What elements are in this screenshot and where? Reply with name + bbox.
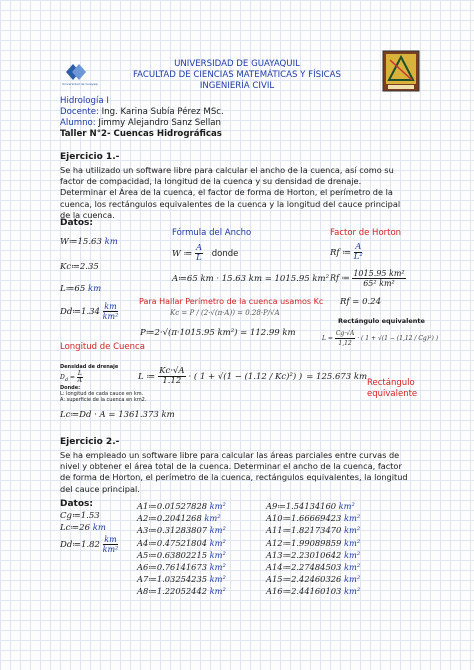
list-item: A5≔0.63802215 km²: [137, 549, 226, 560]
list-item: A2≔0.2041268 km²: [137, 513, 221, 524]
list-item: A13≔2.23010642 km²: [266, 549, 361, 560]
ej1-Kc: Kc≔2.35: [60, 262, 99, 272]
densidad-donde: Donde:: [60, 385, 81, 391]
ej1-W: W≔15.63 km: [60, 237, 118, 247]
ej2-dd: Dd≔1.82 $\frac{km}{\text{km²}}$: [60, 535, 119, 554]
ej2-heading: Ejercicio 2.-: [60, 437, 120, 447]
rect-title: Rectángulo equivalente: [338, 317, 425, 325]
ej1-L: L≔65 km: [60, 284, 102, 294]
ej2-lc: Lc≔26 km: [60, 523, 106, 533]
area-equation: A≔65 km · 15.63 km = 1015.95 km²: [172, 274, 329, 284]
perimeter-title: Para Hallar Perímetro de la cuenca usamos Kc: [139, 297, 324, 306]
rect-equiv-label: Rectángulo equivalente: [367, 378, 418, 399]
areas-left-list: [137, 500, 226, 598]
ej2-datos: Datos:: [60, 499, 93, 509]
svg-text:Universidad de Guayaquil: Universidad de Guayaquil: [62, 82, 98, 86]
list-item: A15≔2.42460326 km²: [266, 574, 361, 585]
faculty-title: FACULTAD DE CIENCIAS MATEMÁTICAS Y FÍSICAS: [133, 70, 341, 80]
list-item: A10≔1.66669423 km²: [266, 513, 361, 524]
list-item: A14≔2.27484503 km²: [266, 562, 361, 573]
longitud-cuenca-label: Longitud de Cuenca: [60, 342, 145, 352]
list-item: A16≔2.44160103 km²: [266, 586, 361, 597]
list-item: A6≔0.76141673 km²: [137, 562, 226, 573]
subject: Hidrología I: [60, 96, 109, 106]
densidad-title: Densidad de drenaje: [60, 364, 119, 370]
ej1-datos: Datos:: [60, 218, 93, 228]
teacher-name: Ing. Karina Subía Pérez MSc.: [101, 107, 224, 117]
student-line: [60, 118, 221, 128]
university-title: UNIVERSIDAD DE GUAYAQUIL: [174, 59, 300, 69]
densidad-l1: L: longitud de cada cauce en km.: [60, 391, 144, 397]
list-item: A12≔1.99089859 km²: [266, 537, 361, 548]
horton-result: Rf = 0.24: [340, 297, 381, 307]
horton-formula: Rf ≔ $\frac{A}{\text{L²}}$: [330, 242, 363, 262]
ej1-Dd: Dd≔1.34 $\frac{km}{\text{km²}}$: [60, 302, 119, 321]
list-item: A3≔0.31283807 km²: [137, 525, 226, 536]
teacher-line: [60, 107, 224, 117]
factor-horton-label: Factor de Horton: [330, 228, 402, 238]
kc-formula: Kc = P / (2·√(π·A)) = 0.28·P/√A: [170, 309, 280, 317]
list-item: A11≔1.82173470 km²: [266, 525, 361, 536]
formula-ancho: W ≔ $\frac{A}{L}$ donde: [172, 243, 239, 263]
perimeter-equation: P≔2·√(π·1015.95 km²) = 112.99 km: [140, 328, 296, 338]
page-title: Taller N°2- Cuencas Hidrográficas: [60, 129, 222, 139]
student-name: Jimmy Alejandro Sanz Sellan: [98, 118, 221, 128]
rect-formula-image: L = $\frac{Cg\cdot√A}{1,12}$ · ( 1 + √(1 − (1,12 / Cg)²) ): [322, 330, 439, 347]
teacher-label: Docente:: [60, 107, 99, 117]
list-item: A9≔1.54134160 km²: [266, 501, 355, 511]
densidad-l2: A: superficie de la cuenca en km2.: [60, 397, 147, 403]
list-item: A1≔0.01527828 km²: [137, 501, 226, 511]
lc-equation: Lc≔Dd · A = 1361.373 km: [60, 410, 175, 420]
L-equation: L ≔ $\frac{Kc\cdot√A}{1.12}$ · ( 1 + √(1 − (1.12 / Kc)²) ) = 125.673 km: [138, 366, 368, 386]
list-item: A8≔1.22052442 km²: [137, 586, 226, 597]
ej1-statement: Se ha utilizado un software libre para calcular el ancho de la cuenca, así como su factor de compacidad, la longitud de la cuenca y su densidad de drenaje. Determinar el Área de la cuenca, el factor de forma de Horton, el perímetro de la cuenca, los rectángulos equivalentes de la cuenca y la longitud del cauce principal de la cuenca.: [60, 165, 401, 220]
formula-ancho-label: Fórmula del Ancho: [172, 228, 252, 238]
ej1-heading: Ejercicio 1.-: [60, 152, 120, 162]
list-item: A7≔1.03254235 km²: [137, 574, 226, 585]
career-title: INGENIERÍA CIVIL: [199, 81, 275, 91]
student-label: Alumno:: [60, 118, 96, 128]
areas-right-list: [266, 500, 360, 598]
densidad-formula: $D_d$ = $\frac{L}{A}$: [60, 370, 83, 384]
densidad-box: [60, 364, 146, 403]
horton-calc: Rf ≔ $\frac{\text{1015.95 km²}}{\text{65² km²}}$: [330, 269, 405, 288]
ej2-statement: Se ha empleado un software libre para calcular las áreas parciales entre curvas de nivel y obtener el área total de la cuenca. Determinar el ancho de la cuenca, factor de forma de Horton, el perímetro de la cuenca, rectángulos equivalentes, la longitud del cauce principal.: [60, 450, 408, 494]
list-item: A4≔0.47521804 km²: [137, 537, 226, 548]
ej2-cg: Cg≔1.53: [60, 511, 100, 521]
